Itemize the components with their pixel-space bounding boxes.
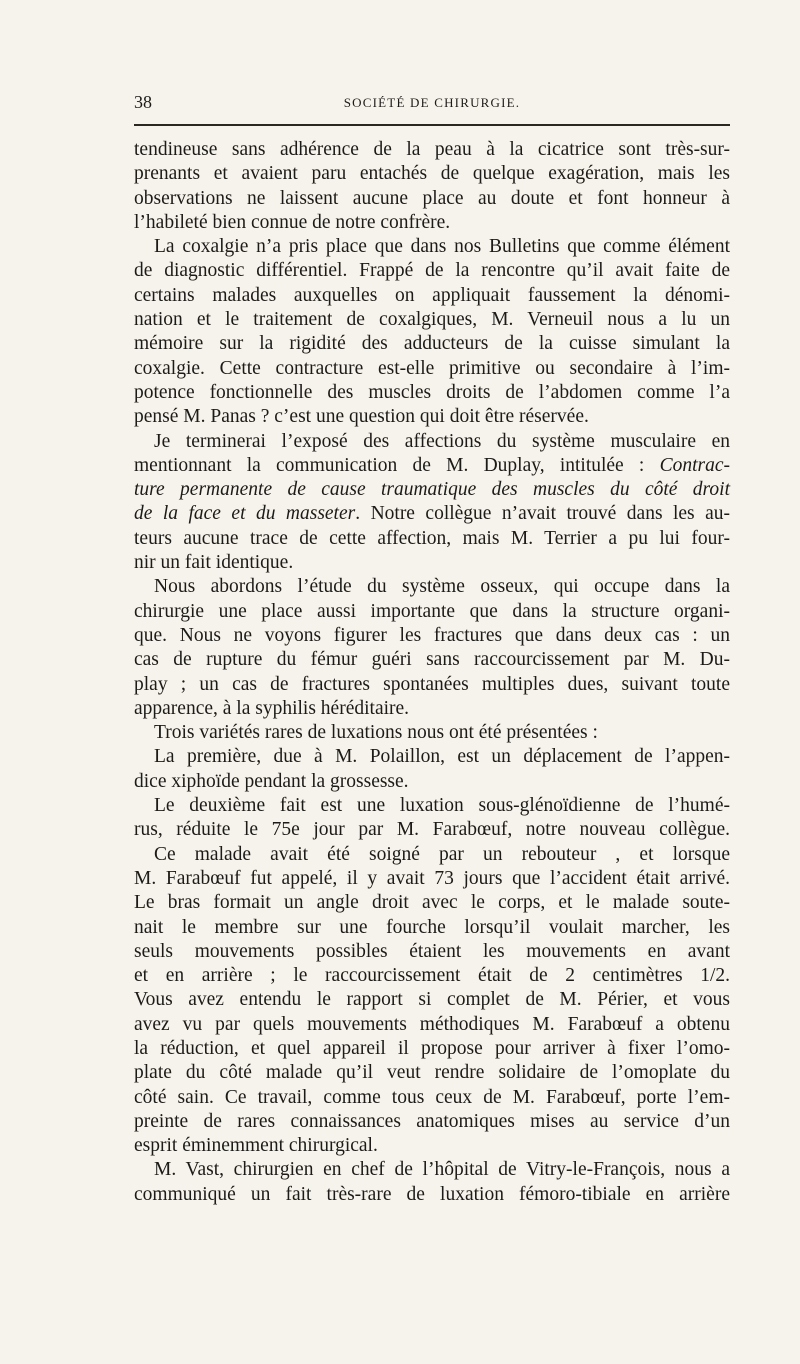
text-line: Je terminerai l’exposé des affections du système musculaire en — [154, 430, 730, 452]
text-line: teurs aucune trace de cette affection, mais M. Terrier a pu lui four- — [134, 527, 730, 549]
text-line: avez vu par quels mouvements méthodiques M. Farabœuf a obtenu — [134, 1013, 730, 1035]
text-line: cas de rupture du fémur guéri sans raccourcissement par M. Du- — [134, 649, 730, 671]
title-italic: de la face et du masseter — [134, 503, 356, 525]
text-line: pensé M. Panas ? c’est une question qui doit être réservée. — [134, 406, 589, 428]
text-line — [134, 454, 730, 478]
text-line — [134, 478, 730, 502]
text-segment: mentionnant la communication de M. Duplay, intitulée : — [134, 454, 660, 476]
text-line: observations ne laissent aucune place au doute et font honneur à — [134, 187, 730, 209]
text-line: play ; un cas de fractures spontanées multiples dues, suivant toute — [134, 673, 730, 695]
text-line: apparence, à la syphilis héréditaire. — [134, 697, 410, 719]
text-line: La coxalgie n’a pris place que dans nos Bulletins que comme élément — [154, 236, 730, 258]
text-line: M. Vast, chirurgien en chef de l’hôpital de Vitry-le-François, nous a — [154, 1159, 730, 1181]
text-line: de diagnostic différentiel. Frappé de la rencontre qu’il avait faite de — [134, 260, 730, 282]
text-line: et en arrière ; le raccourcissement était de 2 centimètres 1/2. — [134, 965, 730, 987]
text-line: seuls mouvements possibles étaient les mouvements en avant — [134, 940, 730, 962]
title-italic: Contrac- — [659, 454, 730, 476]
text-line: prenants et avaient paru entachés de quelque exagération, mais les — [134, 163, 730, 185]
text-line: tendineuse sans adhérence de la peau à la cicatrice sont très-sur- — [134, 139, 730, 160]
header-rule — [134, 124, 730, 126]
running-head — [134, 88, 730, 122]
text-line: communiqué un fait très-rare de luxation fémoro-tibiale en arrière — [134, 1183, 730, 1205]
text-line: rus, réduite le 75e jour par M. Farabœuf, notre nouveau collègue. — [134, 819, 730, 841]
text-line: potence fonctionnelle des muscles droits de l’abdomen comme l’a — [134, 381, 730, 403]
text-line: mémoire sur la rigidité des adducteurs de la cuisse simulant la — [134, 333, 730, 355]
text-line: nir un fait identique. — [134, 552, 294, 574]
text-line: Vous avez entendu le rapport si complet de M. Périer, et vous — [134, 989, 730, 1011]
text-line: La première, due à M. Polaillon, est un déplacement de l’appen- — [154, 746, 730, 768]
text-line: que. Nous ne voyons figurer les fractures que dans deux cas : un — [134, 624, 730, 646]
text-line: Trois variétés rares de luxations nous ont été présentées : — [154, 722, 598, 744]
body-text — [134, 138, 730, 1207]
text-line: coxalgie. Cette contracture est-elle primitive ou secondaire à l’im- — [134, 357, 730, 379]
page-number: 38 — [134, 92, 152, 112]
text-line: Nous abordons l’étude du système osseux, qui occupe dans la — [154, 576, 730, 598]
text-line: preinte de rares connaissances anatomiques mises au service d’un — [134, 1110, 730, 1132]
text-line: M. Farabœuf fut appelé, il y avait 73 jours que l’accident était arrivé. — [134, 867, 730, 889]
text-line: Ce malade avait été soigné par un rebouteur , et lorsque — [154, 843, 730, 865]
text-line: côté sain. Ce travail, comme tous ceux de M. Farabœuf, porte l’em- — [134, 1086, 730, 1108]
running-title: SOCIÉTÉ DE CHIRURGIE. — [343, 95, 521, 110]
text-line: Le deuxième fait est une luxation sous-glénoïdienne de l’humé- — [154, 795, 730, 817]
text-line: dice xiphoïde pendant la grossesse. — [134, 770, 409, 792]
text-line: la réduction, et quel appareil il propose pour arriver à fixer l’omo- — [134, 1037, 730, 1059]
text-line: certains malades auxquelles on appliquait faussement la dénomi- — [134, 284, 730, 306]
text-line — [134, 502, 730, 526]
text-line: plate du côté malade qu’il veut rendre solidaire de l’omoplate du — [134, 1062, 730, 1084]
text-line: nation et le traitement de coxalgiques, M. Verneuil nous a lu un — [134, 309, 730, 331]
text-segment: . Notre collègue n’avait trouvé dans les au- — [355, 503, 730, 525]
text-line: chirurgie une place aussi importante que dans la structure organi- — [134, 600, 730, 622]
text-line: l’habileté bien connue de notre confrère. — [134, 211, 451, 233]
title-italic: ture permanente de cause traumatique des muscles du côté droit — [134, 479, 730, 501]
text-line: Le bras formait un angle droit avec le corps, et le malade soute- — [134, 892, 730, 914]
text-line: nait le membre sur une fourche lorsqu’il voulait marcher, les — [134, 916, 730, 938]
text-line: esprit éminemment chirurgical. — [134, 1135, 378, 1157]
